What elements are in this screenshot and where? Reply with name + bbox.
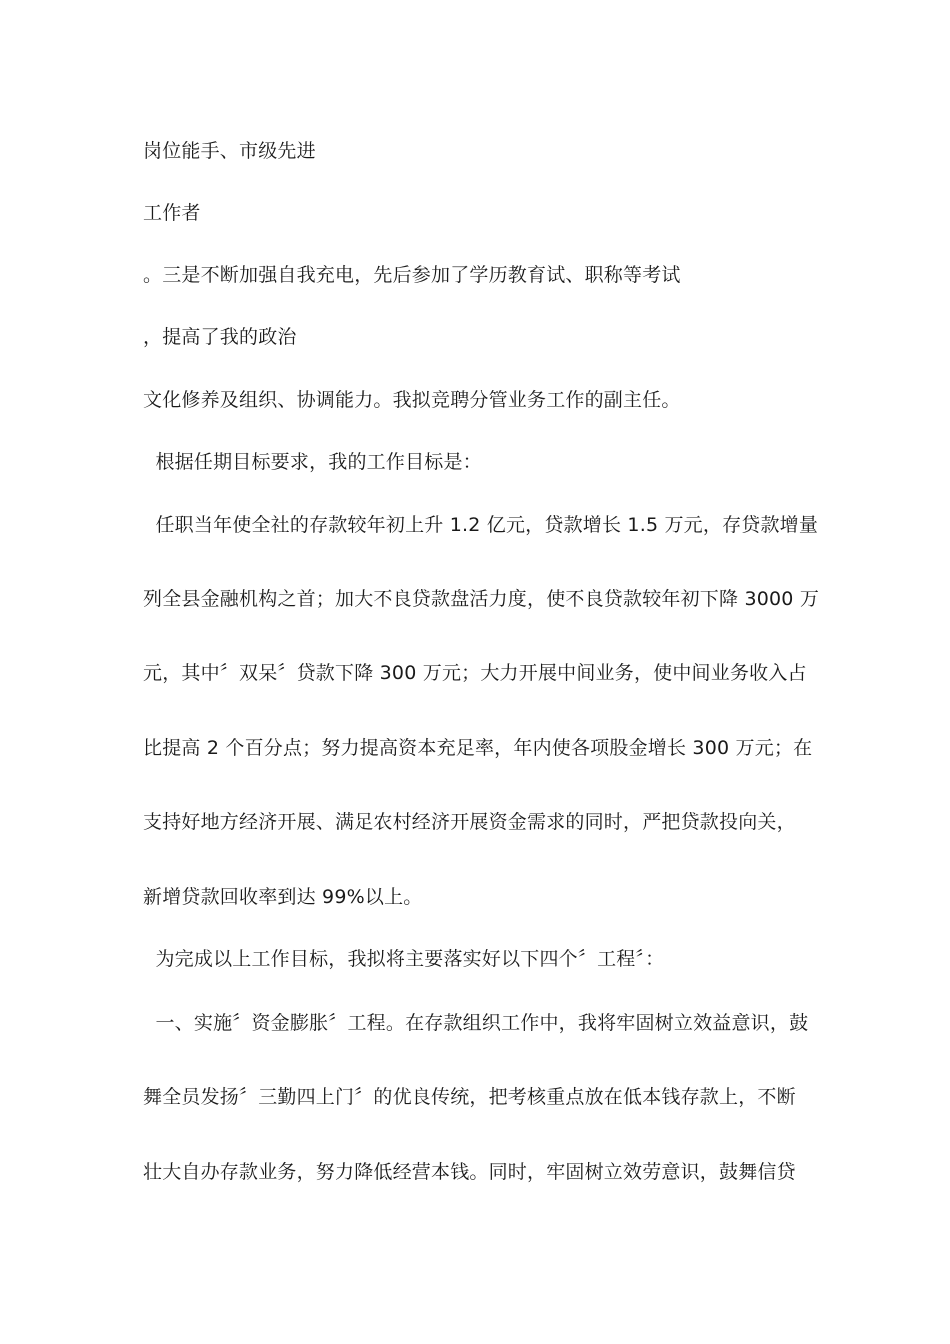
text-line: 比提高 2 个百分点；努力提高资本充足率，年内使各项股金增长 300 万元；在 [143,737,813,759]
text-line: 根据任期目标要求，我的工作目标是： [143,451,482,473]
text-line: 支持好地方经济开展、满足农村经济开展资金需求的同时，严把贷款投向关， [143,811,796,833]
text-line: 舞全员发扬〞三勤四上门〞的优良传统，把考核重点放在低本钱存款上，不断 [143,1086,796,1108]
text-line: 。三是不断加强自我充电，先后参加了学历教育试、职称等考试 [143,264,681,286]
text-line: 列全县金融机构之首；加大不良贷款盘活力度，使不良贷款较年初下降 3000 万 [143,588,820,610]
text-line: 任职当年使全社的存款较年初上升 1.2 亿元，贷款增长 1.5 万元，存贷款增量 [143,514,819,536]
text-line: 元，其中〞双呆〞贷款下降 300 万元；大力开展中间业务，使中间业务收入占 [143,662,807,684]
text-line: ，提高了我的政治 [143,326,297,348]
text-line: 新增贷款回收率到达 99%以上。 [143,886,423,908]
text-line: 为完成以上工作目标，我拟将主要落实好以下四个〞工程〞： [143,948,665,970]
text-line: 工作者 [143,202,201,224]
text-line: 文化修养及组织、协调能力。我拟竞聘分管业务工作的副主任。 [143,389,681,411]
text-line: 壮大自办存款业务，努力降低经营本钱。同时，牢固树立效劳意识，鼓舞信贷 [143,1161,796,1183]
text-line: 一、实施〞资金膨胀〞工程。在存款组织工作中，我将牢固树立效益意识，鼓 [143,1012,809,1034]
text-line: 岗位能手、市级先进 [143,140,316,162]
